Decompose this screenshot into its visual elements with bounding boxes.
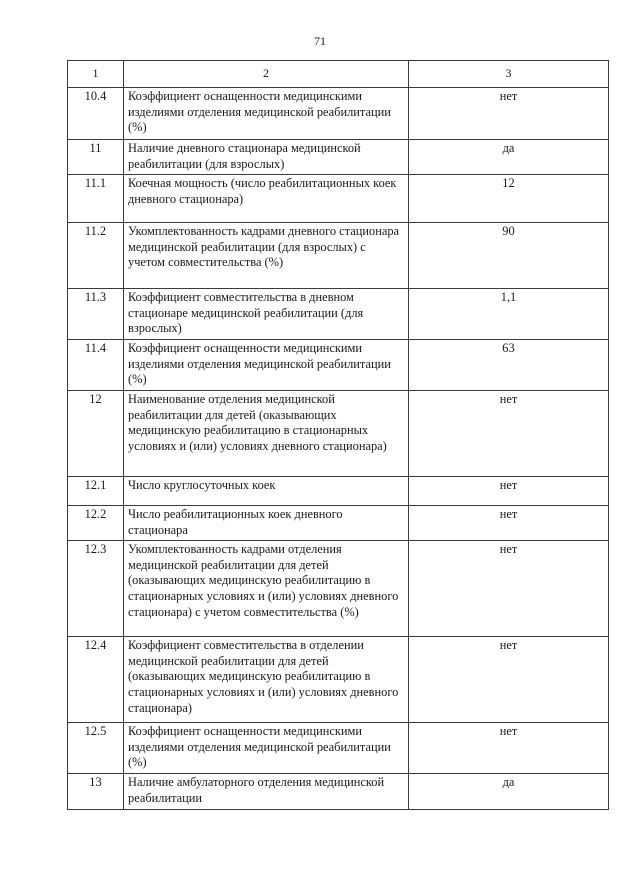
table-row — [68, 637, 609, 723]
row-value: нет — [409, 541, 609, 637]
row-description: Наличие дневного стационара медицинской реабилитации (для взрослых) — [124, 140, 409, 175]
row-number: 11.2 — [68, 223, 124, 289]
row-number: 12.5 — [68, 723, 124, 774]
row-number: 11.3 — [68, 289, 124, 340]
table-row — [68, 88, 609, 140]
table-row — [68, 390, 609, 476]
row-description: Коэффициент совместительства в отделении медицинской реабилитации для детей (оказывающих медицинскую реабилитацию в стационарных условиях и (или) условиях дневного стационара) — [124, 637, 409, 723]
table-row — [68, 223, 609, 289]
table-row — [68, 340, 609, 391]
row-value: нет — [409, 390, 609, 476]
row-number: 11 — [68, 140, 124, 175]
row-number: 13 — [68, 774, 124, 810]
page-number: 71 — [314, 34, 326, 48]
table-row — [68, 505, 609, 540]
row-description: Коэффициент оснащенности медицинскими изделиями отделения медицинской реабилитации (%) — [124, 340, 409, 391]
table-row — [68, 289, 609, 340]
row-number: 12 — [68, 390, 124, 476]
row-description: Наличие амбулаторного отделения медицинской реабилитации — [124, 774, 409, 810]
row-description: Укомплектованность кадрами дневного стационара медицинской реабилитации (для взрослых) с учетом совместительства (%) — [124, 223, 409, 289]
row-number: 12.1 — [68, 476, 124, 505]
row-value: 63 — [409, 340, 609, 391]
row-description: Число реабилитационных коек дневного стационара — [124, 505, 409, 540]
row-number: 12.3 — [68, 541, 124, 637]
row-number: 10.4 — [68, 88, 124, 140]
column-header: 1 — [68, 61, 124, 88]
row-value: 12 — [409, 175, 609, 223]
row-description: Коэффициент оснащенности медицинскими изделиями отделения медицинской реабилитации (%) — [124, 723, 409, 774]
table-row — [68, 774, 609, 810]
row-number: 11.4 — [68, 340, 124, 391]
row-value: нет — [409, 505, 609, 540]
row-description: Наименование отделения медицинской реабилитации для детей (оказывающих медицинскую реабилитацию в стационарных условиях и (или) условиях дневного стационара) — [124, 390, 409, 476]
table-row — [68, 175, 609, 223]
data-table — [67, 60, 609, 810]
table-row — [68, 541, 609, 637]
row-description: Укомплектованность кадрами отделения медицинской реабилитации для детей (оказывающих медицинскую реабилитацию в стационарных условиях и (или) условиях дневного стационара) с учетом совместительства (%) — [124, 541, 409, 637]
row-value: да — [409, 140, 609, 175]
row-number: 12.4 — [68, 637, 124, 723]
row-description: Число круглосуточных коек — [124, 476, 409, 505]
row-value: нет — [409, 723, 609, 774]
row-description: Коэффициент совместительства в дневном стационаре медицинской реабилитации (для взрослых) — [124, 289, 409, 340]
table-row — [68, 723, 609, 774]
table-row — [68, 476, 609, 505]
row-value: да — [409, 774, 609, 810]
row-value: нет — [409, 637, 609, 723]
row-value: 1,1 — [409, 289, 609, 340]
row-value: 90 — [409, 223, 609, 289]
row-value: нет — [409, 476, 609, 505]
table-row — [68, 140, 609, 175]
row-value: нет — [409, 88, 609, 140]
column-header: 3 — [409, 61, 609, 88]
row-description: Коечная мощность (число реабилитационных коек дневного стационара) — [124, 175, 409, 223]
row-number: 12.2 — [68, 505, 124, 540]
row-number: 11.1 — [68, 175, 124, 223]
row-description: Коэффициент оснащенности медицинскими изделиями отделения медицинской реабилитации (%) — [124, 88, 409, 140]
table-header-row — [68, 61, 609, 88]
column-header: 2 — [124, 61, 409, 88]
